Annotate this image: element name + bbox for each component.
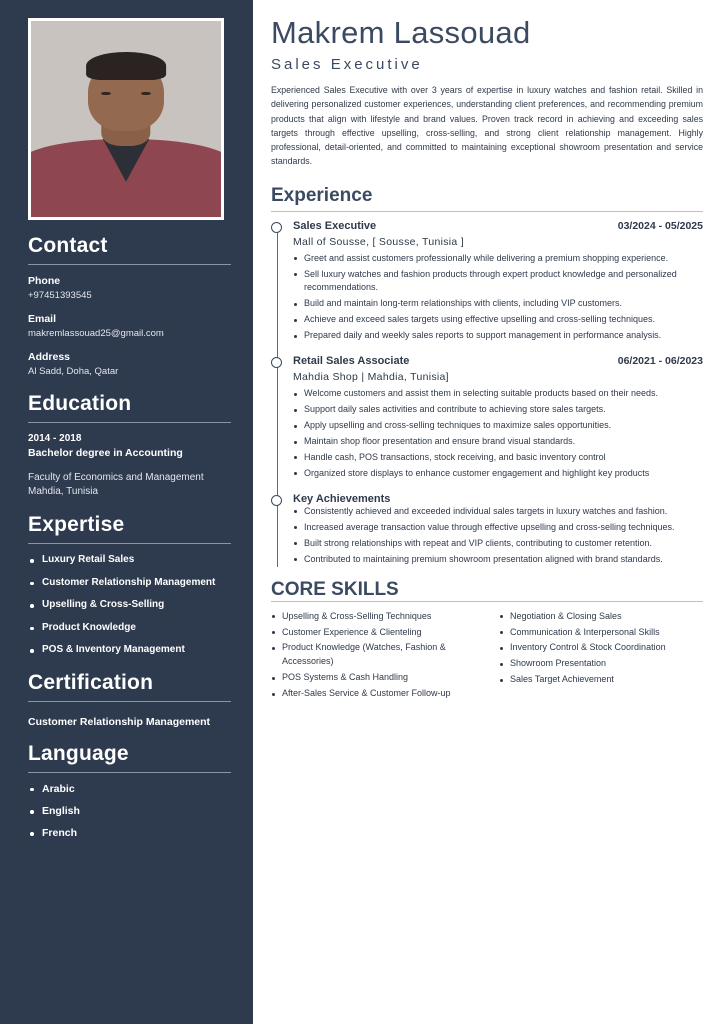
experience-company: Mahdia Shop | Mahdia, Tunisia]	[293, 371, 449, 384]
education-heading: Education	[28, 392, 132, 416]
experience-title: Retail Sales Associate	[293, 355, 410, 368]
list-item: Customer Relationship Management	[28, 577, 231, 590]
list-item: Showroom Presentation	[499, 657, 703, 671]
key-achievements-entry	[293, 493, 703, 567]
core-skills-heading: CORE SKILLS	[271, 578, 399, 600]
experience-entry	[293, 355, 703, 481]
certification-heading: Certification	[28, 670, 154, 694]
list-item: Negotiation & Closing Sales	[499, 610, 703, 624]
sidebar	[0, 0, 253, 1024]
certification-section	[0, 671, 253, 728]
language-section	[0, 742, 253, 840]
expertise-divider	[28, 543, 231, 544]
list-item: English	[28, 805, 231, 818]
core-skills-right-column	[499, 610, 703, 704]
list-item: Consistently achieved and exceeded individual sales targets in luxury watches and fashion.	[293, 505, 703, 519]
core-skills-left-column	[271, 610, 475, 704]
certification-item: Customer Relationship Management	[28, 715, 211, 728]
list-item: Support daily sales activities and contribute to achieving store sales targets.	[293, 403, 703, 417]
list-item: Inventory Control & Stock Coordination	[499, 641, 703, 655]
education-school: Faculty of Economics and Management Mahdia, Tunisia	[28, 472, 204, 498]
core-skills-divider	[271, 601, 703, 602]
list-item: Product Knowledge	[28, 622, 231, 635]
email-value[interactable]: makremlassouad25@gmail.com	[28, 327, 164, 339]
core-skills-columns	[271, 610, 703, 704]
list-item: After-Sales Service & Customer Follow-up	[271, 687, 475, 701]
list-item: Luxury Retail Sales	[28, 554, 231, 567]
language-divider	[28, 772, 231, 773]
experience-heading: Experience	[271, 184, 373, 206]
profile-photo-frame	[28, 18, 224, 220]
education-divider	[28, 422, 231, 423]
list-item: Organized store displays to enhance customer engagement and highlight key products	[293, 467, 703, 481]
certification-divider	[28, 701, 231, 702]
email-label: Email	[28, 312, 57, 325]
list-item: POS & Inventory Management	[28, 644, 231, 657]
list-item: Product Knowledge (Watches, Fashion & Accessories)	[271, 641, 475, 669]
experience-dates: 06/2021 - 06/2023	[617, 355, 703, 368]
profile-photo	[31, 21, 221, 217]
address-label: Address	[28, 350, 71, 363]
contact-section	[0, 234, 253, 378]
list-item: Arabic	[28, 783, 231, 796]
list-item: Build and maintain long-term relationships with clients, including VIP customers.	[293, 297, 703, 311]
experience-timeline	[271, 220, 703, 567]
expertise-list	[28, 554, 231, 657]
list-item: Apply upselling and cross-selling techniques to maximize sales opportunities.	[293, 419, 703, 433]
experience-bullets	[293, 387, 703, 481]
list-item: Welcome customers and assist them in selecting suitable products based on their needs.	[293, 387, 703, 401]
list-item: Greet and assist customers professionally while delivering a premium shopping experience.	[293, 252, 703, 266]
list-item: Sales Target Achievement	[499, 673, 703, 687]
professional-summary: Experienced Sales Executive with over 3 years of expertise in luxury watches and fashion retail. Skilled in delivering personalized customer experiences, understanding client preferences, and recommending premium products that align with lifestyle and brand values. Proven track record in achieving and exceeding sales targets through effective upselling, cross-selling, and strong client relationship management. Highly professional, detail-oriented, and committed to maintaining exceptional showroom presentation and service standards.	[271, 85, 703, 167]
page-title: Makrem Lassouad	[271, 15, 531, 50]
education-section	[0, 392, 253, 499]
expertise-section	[0, 513, 253, 657]
experience-dates: 03/2024 - 05/2025	[617, 219, 703, 232]
language-heading: Language	[28, 741, 129, 765]
list-item: Communication & Interpersonal Skills	[499, 626, 703, 640]
experience-company: Mall of Sousse, [ Sousse, Tunisia ]	[293, 235, 464, 248]
experience-divider	[271, 211, 703, 212]
list-item: Upselling & Cross-Selling Techniques	[271, 610, 475, 624]
experience-entry	[293, 220, 703, 344]
address-value: Al Sadd, Doha, Qatar	[28, 365, 119, 377]
list-item: POS Systems & Cash Handling	[271, 671, 475, 685]
list-item: Contributed to maintaining premium showroom presentation aligned with brand standards.	[293, 553, 703, 567]
list-item: French	[28, 827, 231, 840]
list-item: Maintain shop floor presentation and ensure brand visual standards.	[293, 435, 703, 449]
education-dates: 2014 - 2018	[28, 433, 82, 445]
education-degree: Bachelor degree in Accounting	[28, 447, 183, 460]
job-role-subtitle: Sales Executive	[271, 56, 423, 74]
list-item: Customer Experience & Clienteling	[271, 626, 475, 640]
list-item: Achieve and exceed sales targets using effective upselling and cross-selling techniques.	[293, 313, 703, 327]
expertise-heading: Expertise	[28, 513, 125, 537]
contact-heading: Contact	[28, 234, 108, 257]
list-item: Sell luxury watches and fashion products through expert product knowledge and personalized recommendations.	[293, 268, 703, 296]
list-item: Upselling & Cross-Selling	[28, 599, 231, 612]
experience-title: Sales Executive	[293, 219, 377, 232]
key-achievements-bullets	[293, 505, 703, 567]
phone-label: Phone	[28, 275, 61, 287]
list-item: Prepared daily and weekly sales reports to support management in performance analysis.	[293, 329, 703, 343]
phone-value: +97451393545	[28, 290, 92, 301]
language-list	[28, 783, 231, 840]
key-achievements-title: Key Achievements	[293, 492, 391, 505]
experience-bullets	[293, 252, 703, 344]
list-item: Increased average transaction value through effective upselling and cross-selling techniques.	[293, 521, 703, 535]
list-item: Built strong relationships with repeat and VIP clients, contributing to customer retention.	[293, 537, 703, 551]
main-content	[253, 0, 725, 1024]
contact-divider	[28, 264, 231, 265]
list-item: Handle cash, POS transactions, stock receiving, and basic inventory control	[293, 451, 703, 465]
